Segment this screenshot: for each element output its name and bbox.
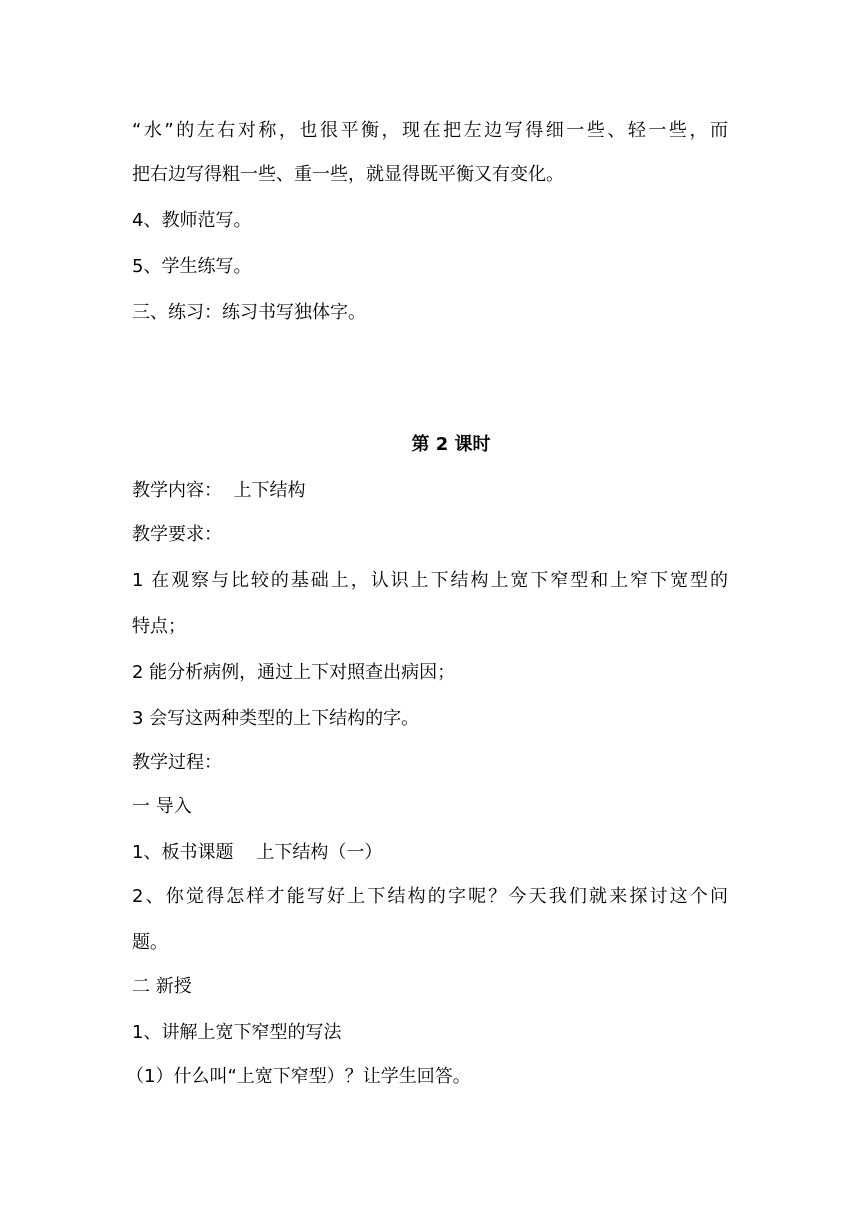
paragraph-line: “水”的左右对称，也很平衡，现在把左边写得细一些、轻一些，而 (132, 120, 728, 141)
requirement-1-line: 1 在观察与比较的基础上，认识上下结构上宽下窄型和上窄下宽型的 (132, 570, 728, 591)
intro-step-2-line: 2、你觉得怎样才能写好上下结构的字呢？今天我们就来探讨这个问 (132, 886, 728, 907)
new-lesson-heading: 二 新授 (132, 976, 192, 997)
teaching-content: 教学内容： 上下结构 (132, 480, 306, 501)
new-lesson-step-1: 1、讲解上宽下窄型的写法 (132, 1022, 342, 1043)
new-lesson-substep-1: （1）什么叫“上宽下窄型）？让学生回答。 (126, 1066, 471, 1087)
requirements-label: 教学要求： (132, 524, 222, 545)
process-label: 教学过程： (132, 752, 222, 773)
intro-heading: 一 导入 (132, 796, 192, 817)
requirement-3: 3 会写这两种类型的上下结构的字。 (132, 708, 420, 729)
step-5: 5、学生练写。 (132, 256, 252, 277)
paragraph-line: 把右边写得粗一些、重一些，就显得既平衡又有变化。 (132, 164, 564, 185)
intro-step-1: 1、板书课题 上下结构（一） (132, 842, 383, 863)
practice-section: 三、练习：练习书写独体字。 (132, 302, 366, 323)
lesson-title: 第 2 课时 (411, 434, 491, 455)
requirement-2: 2 能分析病例，通过上下对照查出病因； (132, 662, 456, 683)
intro-step-2-line: 题。 (132, 932, 168, 953)
step-4: 4、教师范写。 (132, 210, 252, 231)
requirement-1-line: 特点； (132, 616, 186, 637)
